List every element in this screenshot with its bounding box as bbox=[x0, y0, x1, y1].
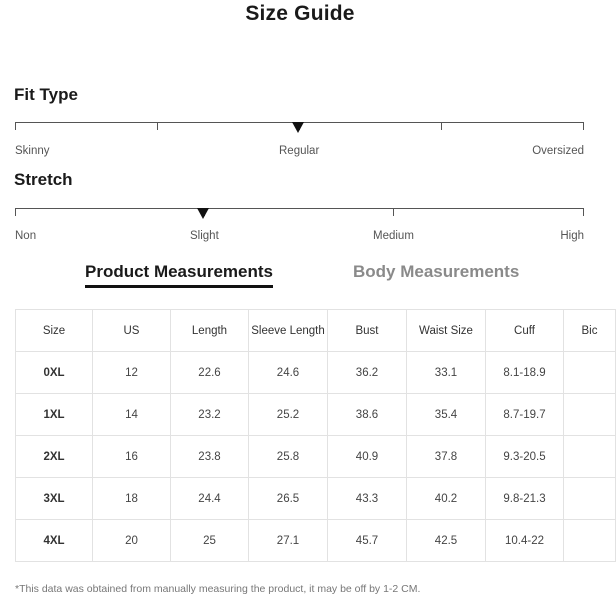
table-cell: 23.8 bbox=[171, 436, 249, 478]
table-cell bbox=[564, 520, 616, 562]
measurement-footnote: *This data was obtained from manually measuring the product, it may be off by 1-2 CM. bbox=[15, 583, 421, 595]
table-cell: 8.7-19.7 bbox=[486, 394, 564, 436]
fit-type-tick bbox=[441, 122, 442, 130]
table-header-row bbox=[16, 310, 616, 352]
header-us: US bbox=[93, 310, 171, 352]
table-cell: 27.1 bbox=[249, 520, 328, 562]
table-cell: 40.9 bbox=[328, 436, 407, 478]
table-row bbox=[16, 352, 616, 394]
table-cell: 1XL bbox=[16, 394, 93, 436]
table-row bbox=[16, 520, 616, 562]
table-row bbox=[16, 478, 616, 520]
table-cell: 25.2 bbox=[249, 394, 328, 436]
stretch-tick bbox=[583, 208, 584, 216]
table-cell: 0XL bbox=[16, 352, 93, 394]
header-length: Length bbox=[171, 310, 249, 352]
table-cell: 37.8 bbox=[407, 436, 486, 478]
table-cell: 20 bbox=[93, 520, 171, 562]
table-cell: 40.2 bbox=[407, 478, 486, 520]
fit-type-title: Fit Type bbox=[14, 85, 78, 104]
table-cell: 9.8-21.3 bbox=[486, 478, 564, 520]
table-row bbox=[16, 394, 616, 436]
table-cell: 8.1-18.9 bbox=[486, 352, 564, 394]
stretch-tick bbox=[15, 208, 16, 216]
table-cell: 42.5 bbox=[407, 520, 486, 562]
table-cell: 3XL bbox=[16, 478, 93, 520]
stretch-pointer-icon bbox=[197, 208, 209, 219]
table-cell: 25 bbox=[171, 520, 249, 562]
table-cell bbox=[564, 478, 616, 520]
fit-type-pointer-icon bbox=[292, 122, 304, 133]
measurement-tabs bbox=[0, 262, 600, 292]
fit-type-tick bbox=[157, 122, 158, 130]
table-cell: 25.8 bbox=[249, 436, 328, 478]
fit-type-label-regular: Regular bbox=[279, 145, 320, 157]
table-cell: 35.4 bbox=[407, 394, 486, 436]
table-cell: 24.4 bbox=[171, 478, 249, 520]
fit-type-label-oversized: Oversized bbox=[532, 145, 584, 157]
header-cuff: Cuff bbox=[486, 310, 564, 352]
header-bicep: Bic bbox=[564, 310, 616, 352]
header-waist-size: Waist Size bbox=[407, 310, 486, 352]
stretch-label-high: High bbox=[560, 230, 584, 242]
stretch-title: Stretch bbox=[14, 170, 73, 189]
table-cell: 4XL bbox=[16, 520, 93, 562]
stretch-line bbox=[15, 208, 584, 209]
table-cell: 45.7 bbox=[328, 520, 407, 562]
table-row bbox=[16, 436, 616, 478]
table-cell: 43.3 bbox=[328, 478, 407, 520]
table-cell bbox=[564, 394, 616, 436]
stretch-tick bbox=[393, 208, 394, 216]
table-cell: 14 bbox=[93, 394, 171, 436]
table-cell: 2XL bbox=[16, 436, 93, 478]
fit-type-tick bbox=[583, 122, 584, 130]
table-cell: 23.2 bbox=[171, 394, 249, 436]
table-cell: 9.3-20.5 bbox=[486, 436, 564, 478]
size-table bbox=[15, 309, 616, 562]
fit-type-label-skinny: Skinny bbox=[15, 145, 50, 157]
page-title: Size Guide bbox=[245, 2, 355, 25]
table-cell: 22.6 bbox=[171, 352, 249, 394]
table-cell: 12 bbox=[93, 352, 171, 394]
header-size: Size bbox=[16, 310, 93, 352]
size-table-scroll[interactable] bbox=[15, 309, 598, 561]
table-cell bbox=[564, 352, 616, 394]
header-bust: Bust bbox=[328, 310, 407, 352]
table-cell: 26.5 bbox=[249, 478, 328, 520]
table-cell: 38.6 bbox=[328, 394, 407, 436]
tab-product-measurements[interactable]: Product Measurements bbox=[85, 262, 273, 288]
table-cell: 36.2 bbox=[328, 352, 407, 394]
tab-body-measurements[interactable]: Body Measurements bbox=[353, 262, 520, 281]
stretch-label-medium: Medium bbox=[373, 230, 414, 242]
table-cell: 16 bbox=[93, 436, 171, 478]
table-cell bbox=[564, 436, 616, 478]
fit-type-tick bbox=[15, 122, 16, 130]
table-cell: 24.6 bbox=[249, 352, 328, 394]
table-cell: 10.4-22 bbox=[486, 520, 564, 562]
header-sleeve-length: Sleeve Length bbox=[249, 310, 328, 352]
table-cell: 33.1 bbox=[407, 352, 486, 394]
stretch-label-slight: Slight bbox=[190, 230, 219, 242]
stretch-label-non: Non bbox=[15, 230, 37, 242]
table-cell: 18 bbox=[93, 478, 171, 520]
